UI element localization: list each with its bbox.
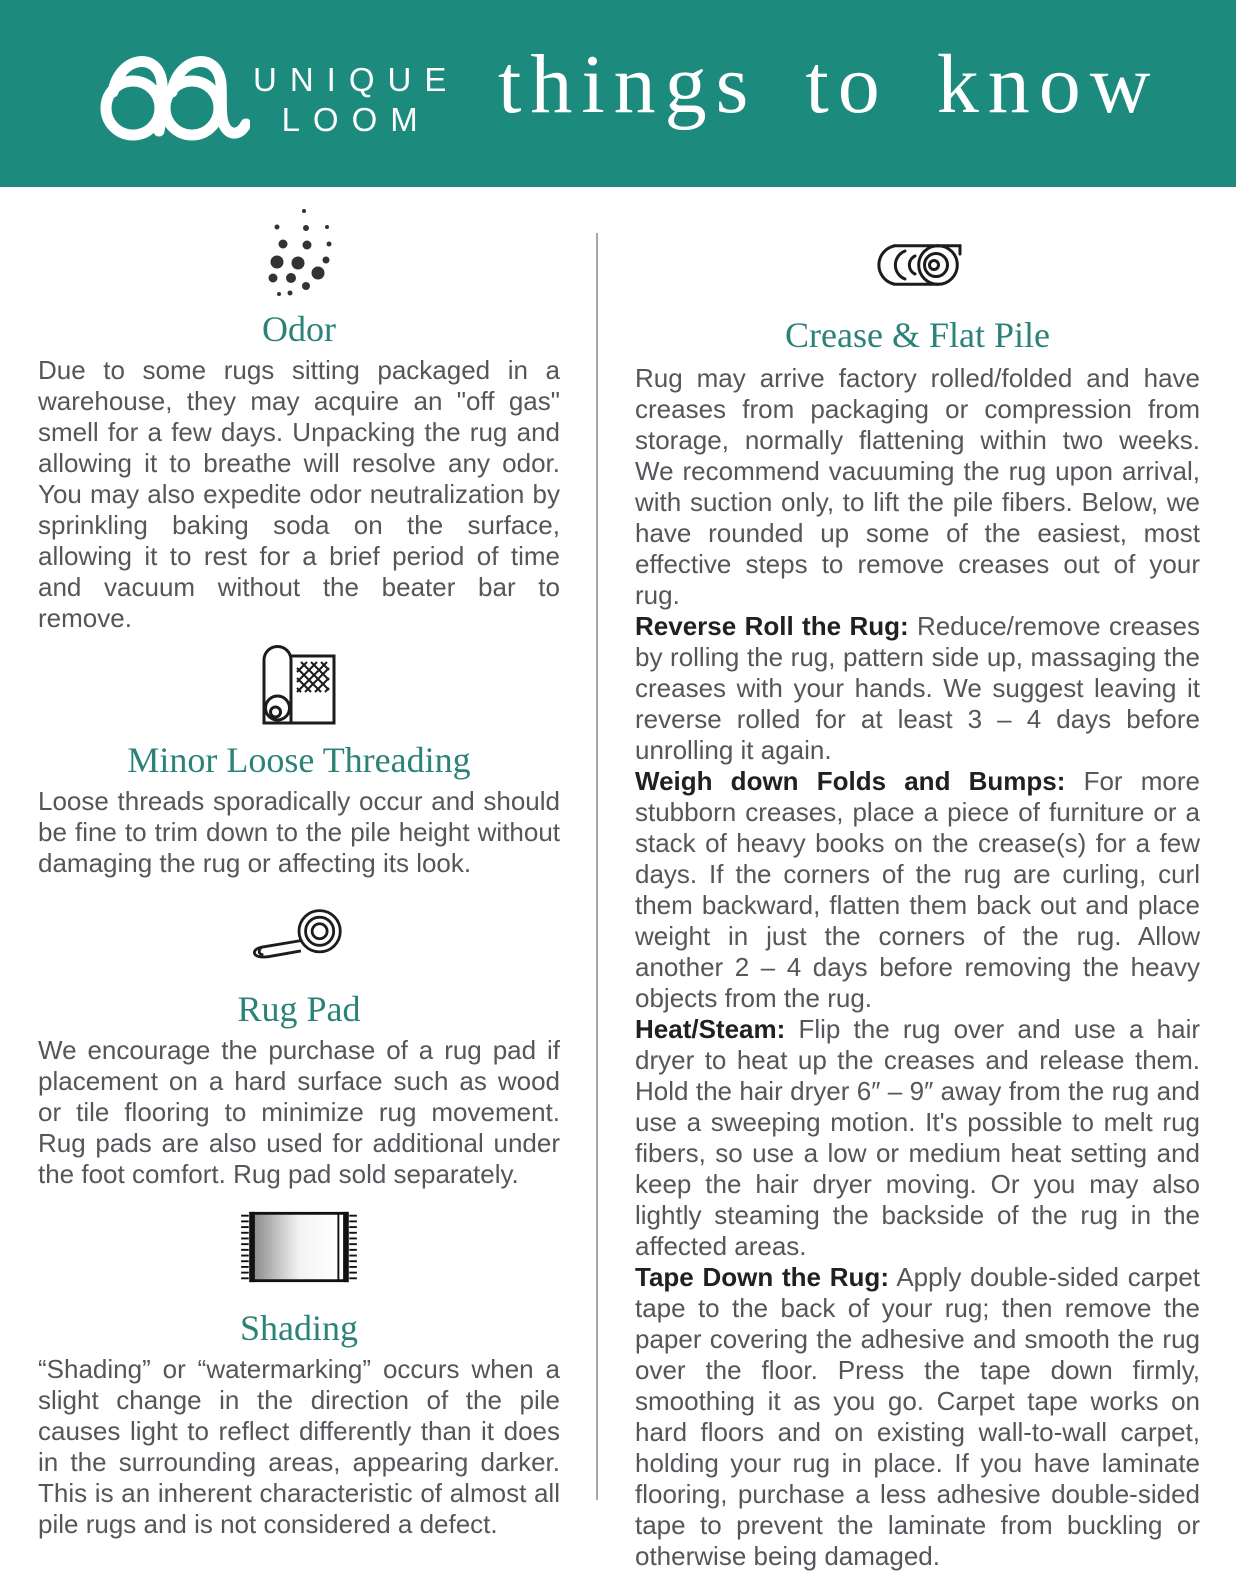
brand-line1: UNIQUE bbox=[253, 61, 460, 98]
odor-dots-icon bbox=[38, 207, 560, 297]
shaded-rug-icon bbox=[38, 1210, 560, 1284]
tip-label: Reverse Roll the Rug: bbox=[635, 611, 909, 641]
section-odor bbox=[38, 207, 560, 634]
tip-label: Weigh down Folds and Bumps: bbox=[635, 766, 1066, 796]
page-title: things to know bbox=[498, 38, 1160, 131]
tip-weigh-down bbox=[635, 766, 1200, 1014]
column-divider bbox=[596, 233, 598, 1500]
brand-wordmark bbox=[253, 60, 459, 140]
header-banner bbox=[0, 0, 1236, 187]
tip-text: Flip the rug over and use a hair dryer to heat up the creases and release them. Hold the hair dryer 6″ – 9″ away from the rug and use a sweeping motion. It's possible to melt rug fibers, so use a low or medium heat setting and keep the hair dryer moving. Or you may also lightly steaming the backside of the rug in the affected areas. bbox=[635, 1014, 1201, 1261]
tip-tape-down bbox=[635, 1262, 1200, 1572]
tip-text: Reduce/remove creases by rolling the rug, pattern side up, massaging the creases with your hands. We suggest leaving it reverse rolled for at least 3 – 4 days before unrolling it again. bbox=[635, 611, 1200, 765]
right-column bbox=[635, 187, 1200, 1572]
section-shading bbox=[38, 1210, 560, 1540]
left-column bbox=[38, 187, 560, 1540]
tip-heat-steam bbox=[635, 1014, 1200, 1262]
section-body: “Shading” or “watermarking” occurs when a slight change in the direction of the pile causes light to reflect differently than it does in the surrounding areas, appearing darker. This is an inherent characteristic of almost all pile rugs and is not considered a defect. bbox=[38, 1354, 560, 1539]
rolled-rug-spiral-icon bbox=[635, 241, 1200, 289]
rug-pad-roll-icon bbox=[38, 905, 560, 965]
brand-line2: LOOM bbox=[281, 101, 431, 138]
section-title: Minor Loose Threading bbox=[127, 740, 471, 780]
tip-label: Tape Down the Rug: bbox=[635, 1262, 889, 1292]
section-title: Crease & Flat Pile bbox=[785, 315, 1050, 355]
section-body: Due to some rugs sitting packaged in a warehouse, they may acquire an "off gas" smell for a few days. Unpacking the rug and allowing it to breathe will resolve any odor. You may also expedite odor neutralization by sprinkling baking soda on the surface, allowing it to rest for a brief period of time and vacuum without the beater bar to remove. bbox=[38, 355, 560, 633]
tip-label: Heat/Steam: bbox=[635, 1014, 786, 1044]
tip-text: For more stubborn creases, place a piece of furniture or a stack of heavy books on the crease(s) for a few days. If the corners of the rug are curling, curl them backward, flatten them back out and place weight in just the corners of the rug. Allow another 2 – 4 days before removing the heavy objects from the rug. bbox=[635, 766, 1200, 1013]
section-rug-pad bbox=[38, 905, 560, 1190]
unique-loom-logo-icon bbox=[100, 44, 250, 144]
tip-text: Apply double-sided carpet tape to the back of your rug; then remove the paper covering the adhesive and smooth the rug over the floor. Press the tape down firmly, smoothing it as you go. Carpet tape works on hard floors and on existing wall-to-wall carpet, holding your rug in place. If you have laminate flooring, purchase a less adhesive double-sided tape to prevent the laminate from buckling or otherwise being damaged. bbox=[635, 1262, 1201, 1571]
tip-reverse-roll bbox=[635, 611, 1200, 766]
section-body: Loose threads sporadically occur and should be fine to trim down to the pile height without damaging the rug or affecting its look. bbox=[38, 786, 560, 878]
section-title: Shading bbox=[239, 1308, 358, 1348]
section-minor-loose-threading bbox=[38, 642, 560, 879]
section-title: Rug Pad bbox=[237, 989, 361, 1029]
section-title: Odor bbox=[262, 309, 336, 349]
rolled-rug-crosshatch-icon bbox=[38, 642, 560, 726]
section-body: We encourage the purchase of a rug pad if placement on a hard surface such as wood or tile flooring to minimize rug movement. Rug pads are also used for additional under the foot comfort. Rug pad sold separately. bbox=[38, 1035, 560, 1189]
section-intro: Rug may arrive factory rolled/folded and have creases from packaging or compression from storage, normally flattening within two weeks. We recommend vacuuming the rug upon arrival, with suction only, to lift the pile fibers. Below, we have rounded up some of the easiest, most effective steps to remove creases out of your rug. bbox=[635, 363, 1200, 610]
